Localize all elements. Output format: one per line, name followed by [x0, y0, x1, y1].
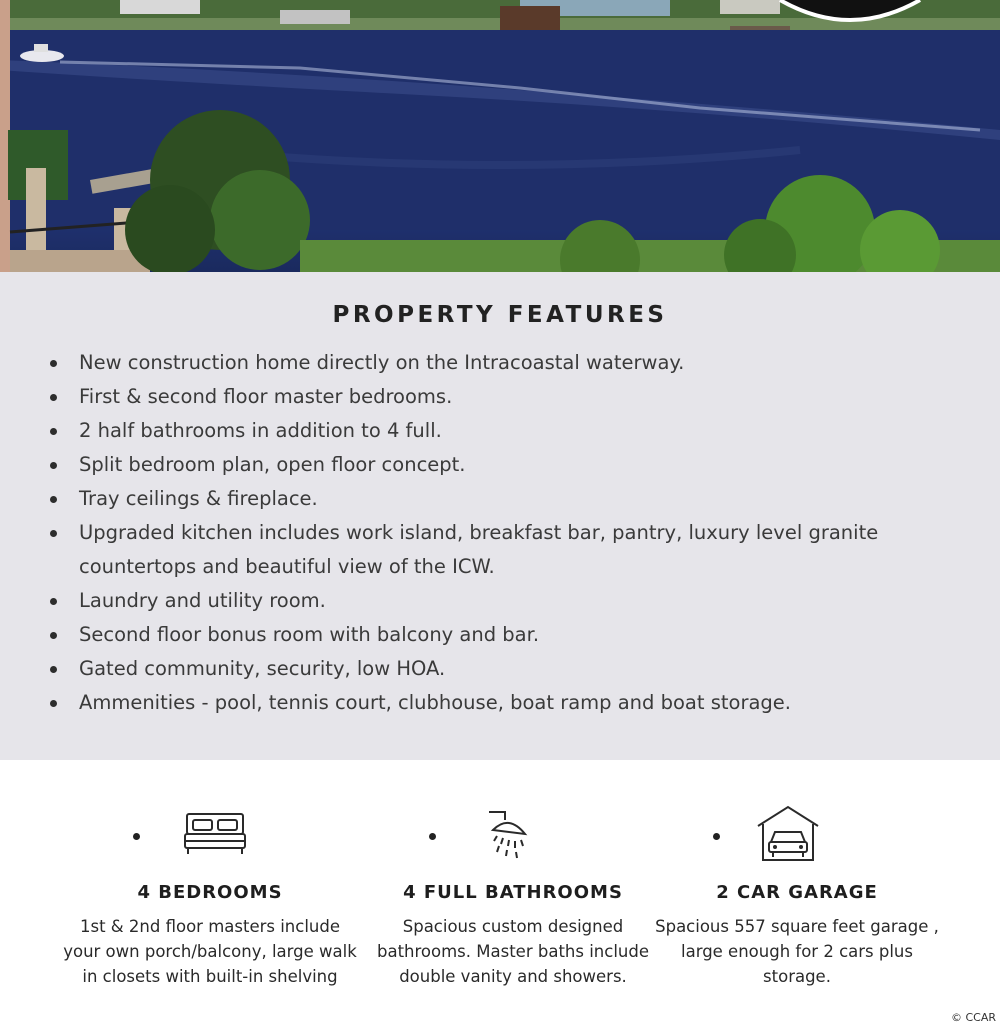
feature-item: New construction home directly on the Intracoastal waterway.: [46, 346, 946, 380]
highlight-description: 1st & 2nd floor masters include your own porch/balcony, large walk in closets with built-in shelving: [63, 917, 357, 986]
garage-icon: [755, 804, 821, 862]
features-title: PROPERTY FEATURES: [332, 302, 668, 328]
highlight-description: Spacious 557 square feet garage , large enough for 2 cars plus storage.: [655, 917, 939, 986]
property-features-section: [0, 272, 1000, 760]
features-list: [46, 346, 946, 720]
waterway-scene: [0, 0, 1000, 272]
feature-item: First & second floor master bedrooms.: [46, 380, 946, 414]
feature-item: Tray ceilings & fireplace.: [46, 482, 946, 516]
copyright-credit: © CCAR: [950, 1011, 996, 1024]
feature-item: 2 half bathrooms in addition to 4 full.: [46, 414, 946, 448]
bed-icon: [184, 812, 246, 856]
highlight-title: 2 CAR GARAGE: [716, 882, 878, 903]
feature-item: Second floor bonus room with balcony and bar.: [46, 618, 946, 652]
feature-item: Ammenities - pool, tennis court, clubhouse, boat ramp and boat storage.: [46, 686, 946, 720]
shower-icon: [483, 808, 535, 860]
highlight-title: 4 BEDROOMS: [137, 882, 283, 903]
waterway-photo: [0, 0, 1000, 272]
bullet-dot: [429, 833, 436, 840]
feature-item: Laundry and utility room.: [46, 584, 946, 618]
highlight-description: Spacious custom designed bathrooms. Master baths include double vanity and showers.: [376, 917, 649, 986]
highlight-title: 4 FULL BATHROOMS: [403, 882, 623, 903]
bullet-dot: [713, 833, 720, 840]
bullet-dot: [133, 833, 140, 840]
feature-item: Gated community, security, low HOA.: [46, 652, 946, 686]
feature-item: Upgraded kitchen includes work island, breakfast bar, pantry, luxury level granite countertops and beautiful view of the ICW.: [46, 516, 946, 584]
feature-item: Split bedroom plan, open floor concept.: [46, 448, 946, 482]
